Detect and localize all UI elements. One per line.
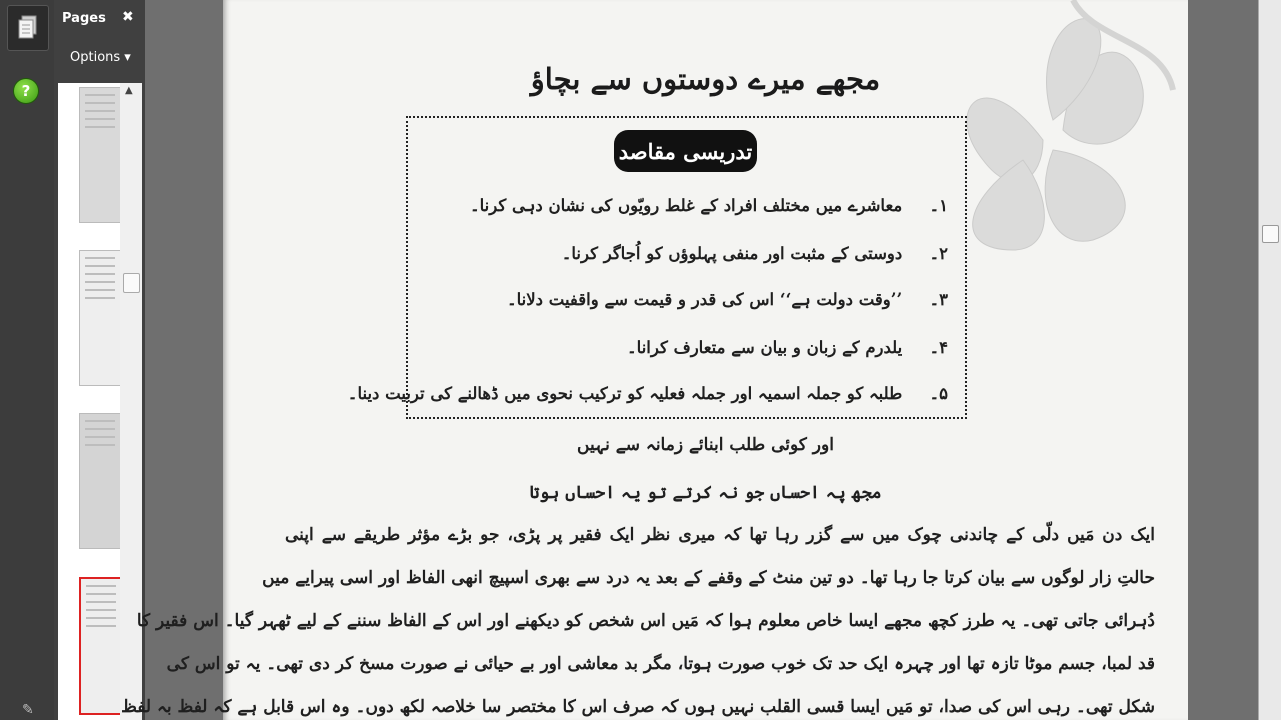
document-page	[121, 0, 1188, 720]
page-thumbnails-icon	[17, 15, 39, 41]
page-thumbnail[interactable]	[79, 87, 121, 223]
objective-item: ۴۔ یلدرم کے زبان و بیان سے متعارف کرانا۔	[627, 338, 948, 357]
paragraph-line: دُہرائی جاتی تھی۔ یہ طرز کچھ مجھے ایسا خاص معلوم ہوا کہ مَیں اس شخص کو دیکھنے اور اس کے الفاظ سننے کے لیے ٹھہر گیا۔ اس فقیر کا	[136, 611, 1155, 631]
document-scrollbar[interactable]	[1258, 0, 1281, 720]
objective-item: ۲۔ دوستی کے مثبت اور منفی پہلوؤں کو اُجاگر کرنا۔	[561, 244, 948, 263]
navigation-toolbar	[0, 0, 54, 720]
paragraph-line: حالتِ زار لوگوں سے بیان کرتا جا رہا تھا۔ دو تین منٹ کے وقفے کے بعد یہ درد سے بھری اسپیچ انھی الفاظ اور اسی پیرایے میں	[262, 568, 1155, 588]
scroll-up-arrow-icon[interactable]: ▲	[125, 85, 133, 96]
attachment-icon[interactable]: ✎	[22, 702, 34, 718]
options-menu-button[interactable]: Options ▾	[70, 50, 131, 65]
paragraph-line: شکل تھی۔ رہی اس کی صدا، تو مَیں ایسا قسی القلب نہیں ہوں کہ صرف اس کا مختصر سا خلاصہ لکھ دوں۔ وہ اس قابل ہے کہ لفظ بہ لفظ	[121, 697, 1155, 717]
document-gutter-right	[1188, 0, 1258, 720]
chapter-title: مجھے میرے دوستوں سے بچاؤ	[530, 62, 881, 96]
thumbnail-scroll-thumb[interactable]	[123, 273, 140, 293]
teaching-objectives-box	[347, 116, 967, 419]
objective-item: ۱۔ معاشرے میں مختلف افراد کے غلط رویّوں کی نشان دہی کرنا۔	[469, 196, 948, 215]
paragraph-line: ایک دن مَیں دلّی کے چاندنی چوک میں سے گزر رہا تھا کہ میری نظر ایک فقیر پر پڑی، جو بڑے مؤثر طریقے سے اپنی	[285, 525, 1155, 545]
page-thumbnail[interactable]	[79, 250, 121, 386]
document-scroll-thumb[interactable]	[1262, 225, 1279, 243]
page-thumbnail[interactable]	[79, 413, 121, 549]
pages-panel-button[interactable]	[7, 5, 49, 51]
help-icon[interactable]: ?	[14, 79, 38, 103]
pages-panel	[54, 0, 145, 720]
page-thumbnail-current[interactable]	[79, 577, 123, 715]
objective-item: ۵۔ طلبہ کو جملہ اسمیہ اور جملہ فعلیہ کو ترکیب نحوی میں ڈھالنے کی تربیت دینا۔	[347, 384, 948, 403]
verse-line-1: اور کوئی طلب ابنائے زمانہ سے نہیں	[577, 435, 834, 455]
objectives-heading: تدریسی مقاصد	[614, 130, 757, 172]
pages-panel-title: Pages	[62, 11, 106, 26]
verse-line-2: مجھ پہ احساں جو نہ کرتے تو یہ احساں ہوتا	[529, 483, 882, 503]
paragraph-line: قد لمبا، جسم موٹا تازہ تھا اور چہرہ ایک حد تک خوب صورت ہوتا، مگر بد معاشی اور بے حیائی نے صورت مسخ کر دی تھی۔ یہ تو اس کی	[166, 654, 1155, 674]
objective-item: ۳۔ ’’وقت دولت ہے‘‘ اس کی قدر و قیمت سے واقفیت دلانا۔	[506, 290, 948, 309]
close-panel-button[interactable]: ✖	[122, 9, 134, 25]
page-thumbnail-list[interactable]	[58, 83, 120, 720]
